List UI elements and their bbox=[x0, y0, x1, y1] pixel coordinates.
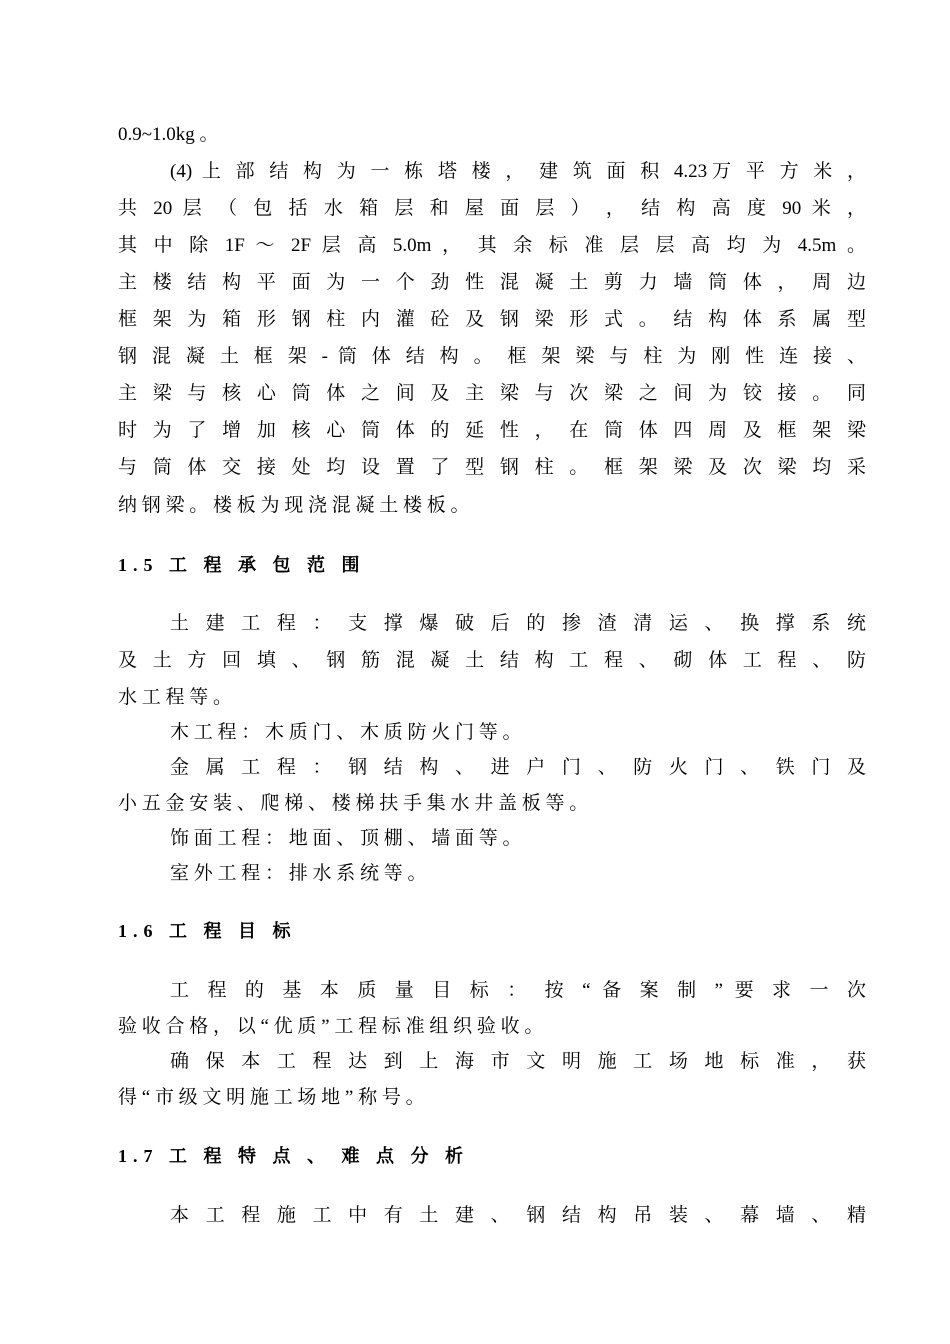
text-line: 共 20 层 （ 包 括 水 箱 层 和 屋 面 层 ） ， 结 构 高 度 90 米 ， bbox=[118, 198, 866, 219]
text-line: 主 梁 与 核 心 筒 体 之 间 及 主 梁 与 次 梁 之 间 为 铰 接 。 同 bbox=[118, 383, 866, 404]
text-line: 工 程 的 基 本 质 量 目 标 ： 按 “ 备 案 制 ” 要 求 一 次 bbox=[170, 980, 866, 1001]
text-line: 0.9~1.0kg 。 bbox=[118, 124, 219, 145]
text-line: 时 为 了 增 加 核 心 筒 体 的 延 性 ， 在 筒 体 四 周 及 框 架 梁 bbox=[118, 420, 866, 441]
text-line: 室 外 工 程 ： 排 水 系 统 等 。 bbox=[170, 863, 427, 884]
text-line: 其 中 除 1F ～ 2F 层 高 5.0m ， 其 余 标 准 层 层 高 均 为 4.5m 。 bbox=[118, 235, 866, 256]
text-line: 金 属 工 程 ： 钢 结 构 、 进 户 门 、 防 火 门 、 铁 门 及 bbox=[170, 757, 866, 778]
text-line: 木 工 程 ： 木 质 门 、 木 质 防 火 门 等 。 bbox=[170, 722, 522, 743]
text-line: 验 收 合 格 ， 以 “ 优 质 ” 工 程 标 准 组 织 验 收 。 bbox=[118, 1016, 544, 1037]
section-heading-1-5: 1.5 工 程 承 包 范 围 bbox=[118, 555, 366, 575]
text-line: 本 工 程 施 工 中 有 土 建 、 钢 结 构 吊 装 、 幕 墙 、 精 bbox=[170, 1205, 866, 1226]
section-heading-1-7: 1.7 工 程 特 点 、 难 点 分 析 bbox=[118, 1146, 469, 1166]
text-line: 纳 钢 梁 。 楼 板 为 现 浇 混 凝 土 楼 板 。 bbox=[118, 495, 470, 516]
section-heading-1-6: 1.6 工 程 目 标 bbox=[118, 921, 297, 941]
text-line: 土 建 工 程 ： 支 撑 爆 破 后 的 掺 渣 清 运 、 换 撑 系 统 bbox=[170, 613, 866, 634]
text-line: 钢 混 凝 土 框 架 - 筒 体 结 构 。 框 架 梁 与 柱 为 刚 性 连 接 、 bbox=[118, 346, 866, 367]
text-line: 水 工 程 等 。 bbox=[118, 687, 233, 708]
text-line: 得 “ 市 级 文 明 施 工 场 地 ” 称 号 。 bbox=[118, 1087, 425, 1108]
text-line: 及 土 方 回 填 、 钢 筋 混 凝 土 结 构 工 程 、 砌 体 工 程 、 防 bbox=[118, 650, 866, 671]
text-line: 确 保 本 工 程 达 到 上 海 市 文 明 施 工 场 地 标 准 ， 获 bbox=[170, 1051, 866, 1072]
text-line: 主 楼 结 构 平 面 为 一 个 劲 性 混 凝 土 剪 力 墙 筒 体 ， 周 边 bbox=[118, 272, 866, 293]
text-line: (4) 上 部 结 构 为 一 栋 塔 楼 ， 建 筑 面 积 4.23万 平 方 米 ， bbox=[170, 161, 866, 182]
text-line: 与 筒 体 交 接 处 均 设 置 了 型 钢 柱 。 框 架 梁 及 次 梁 均 采 bbox=[118, 457, 866, 478]
text-line: 饰 面 工 程 ： 地 面 、 顶 棚 、 墙 面 等 。 bbox=[170, 828, 522, 849]
text-line: 框 架 为 箱 形 钢 柱 内 灌 砼 及 钢 梁 形 式 。 结 构 体 系 属 型 bbox=[118, 309, 866, 330]
text-line: 小 五 金 安 装 、 爬 梯 、 楼 梯 扶 手 集 水 井 盖 板 等 。 bbox=[118, 793, 589, 814]
